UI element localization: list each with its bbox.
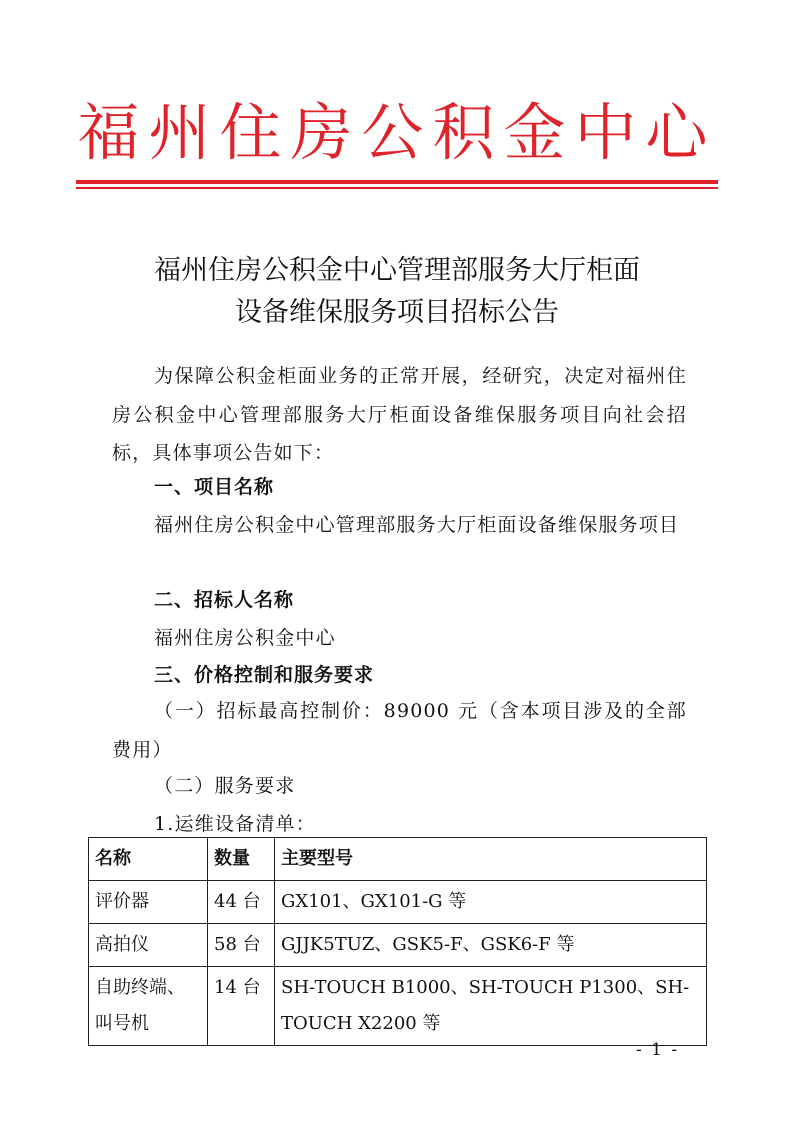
section-3-service: （二）服务要求 [154, 775, 296, 797]
section-3-price: （一）招标最高控制价：89000 元（含本项目涉及的全部费用） [112, 700, 687, 761]
table-row [89, 967, 707, 1046]
cell-qty: 58 台 [208, 924, 275, 967]
equipment-list-title: 1.运维设备清单： [154, 813, 316, 835]
document-title-line-1: 福州住房公积金中心管理部服务大厅柜面 [154, 255, 640, 286]
cell-qty: 14 台 [208, 967, 275, 1046]
intro-paragraph: 为保障公积金柜面业务的正常开展，经研究，决定对福州住房公积金中心管理部服务大厅柜面设备维保服务项目向社会招标，具体事项公告如下： [112, 365, 687, 464]
equipment-table [88, 837, 707, 1046]
table-row [89, 881, 707, 924]
cell-name: 自助终端、叫号机 [89, 967, 208, 1046]
page-number: - 1 - [636, 1040, 680, 1060]
section-2-heading: 二、招标人名称 [154, 589, 295, 611]
cell-name: 评价器 [89, 881, 208, 924]
section-3-heading: 三、价格控制和服务要求 [154, 664, 375, 686]
cell-model: GJJK5TUZ、GSK5-F、GSK6-F 等 [275, 924, 707, 967]
table-row [89, 924, 707, 967]
section-1-heading: 一、项目名称 [154, 476, 275, 498]
header-rule-thin [76, 187, 718, 189]
header-model: 主要型号 [275, 838, 707, 881]
header-rule-thick [76, 180, 718, 184]
cell-name: 高拍仪 [89, 924, 208, 967]
document-title-line-2: 设备维保服务项目招标公告 [235, 297, 559, 328]
document-title [0, 250, 794, 334]
org-header-title: 福州住房公积金中心 [77, 96, 717, 169]
section-2-body: 福州住房公积金中心 [154, 627, 336, 649]
cell-qty: 44 台 [208, 881, 275, 924]
section-1-body: 福州住房公积金中心管理部服务大厅柜面设备维保服务项目 [154, 514, 680, 536]
table-header-row [89, 838, 707, 881]
header-name: 名称 [89, 838, 208, 881]
cell-model: GX101、GX101-G 等 [275, 881, 707, 924]
cell-model: SH-TOUCH B1000、SH-TOUCH P1300、SH-TOUCH X2200 等 [275, 967, 707, 1046]
header-qty: 数量 [208, 838, 275, 881]
